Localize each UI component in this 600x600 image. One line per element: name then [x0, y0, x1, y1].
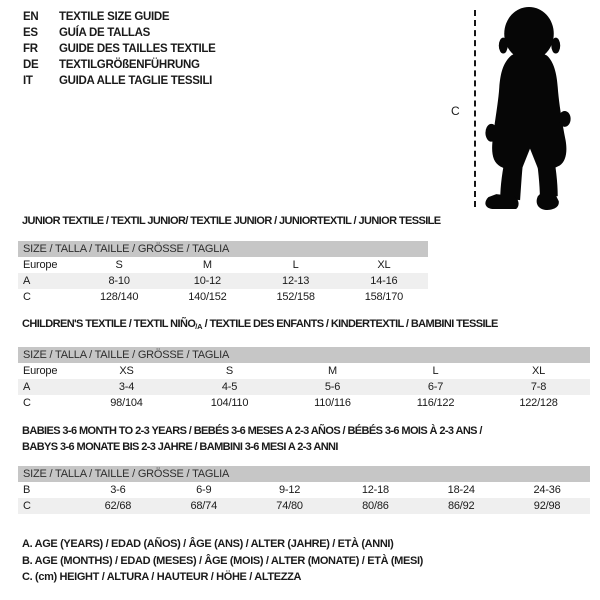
- section-heading: [22, 317, 590, 332]
- row-label-cell: A: [23, 275, 31, 287]
- value-cell: 7-8: [530, 381, 547, 393]
- row-label-cell: Europe: [23, 259, 58, 271]
- baby-silhouette-icon: [480, 4, 580, 212]
- language-code: EN: [23, 11, 39, 23]
- section-heading: [22, 214, 441, 229]
- value-cell: 10-12: [193, 275, 221, 287]
- section-heading: [22, 423, 590, 455]
- value-cell: L: [292, 259, 299, 271]
- table-size-header: SIZE / TALLA / TAILLE / GRÖSSE / TAGLIA: [18, 241, 428, 257]
- value-cell: 8-10: [108, 275, 130, 287]
- language-row: [23, 41, 216, 57]
- row-label-cell: C: [23, 397, 31, 409]
- heading-text: / TEXTILE DES ENFANTS / KINDERTEXTIL / BAMBINI TESSILE: [202, 318, 498, 330]
- baby-silhouette: [480, 4, 580, 212]
- table-row: [18, 498, 590, 514]
- section-children-textile: [18, 317, 590, 411]
- value-cell: 128/140: [99, 291, 139, 303]
- section-babies-textile: [18, 423, 590, 514]
- value-cell: 152/158: [276, 291, 315, 303]
- language-code: FR: [23, 43, 38, 55]
- section-heading-line: [22, 423, 590, 439]
- table-size-header: SIZE / TALLA / TAILLE / GRÖSSE / TAGLIA: [18, 466, 590, 482]
- value-cell: 74/80: [276, 500, 303, 512]
- footnotes: [22, 536, 423, 586]
- value-cell: 24-36: [533, 484, 561, 496]
- footnote: C. (cm) HEIGHT / ALTURA / HAUTEUR / HÖHE / ALTEZZA: [22, 571, 302, 583]
- language-title: GUÍA DE TALLAS: [59, 27, 150, 39]
- language-row: [23, 73, 216, 89]
- table-row: [18, 273, 428, 289]
- table-row: [18, 289, 428, 305]
- value-cell: L: [432, 365, 439, 377]
- value-cell: 6-7: [427, 381, 444, 393]
- language-title: GUIDA ALLE TAGLIE TESSILI: [59, 75, 213, 87]
- row-label-cell: B: [23, 484, 31, 496]
- heading-text: CHILDREN'S TEXTILE / TEXTIL NIÑO: [22, 318, 196, 330]
- value-cell: 86/92: [447, 500, 475, 512]
- row-label-cell: C: [23, 500, 31, 512]
- value-cell: 12-13: [282, 275, 310, 287]
- table-row: [18, 482, 590, 498]
- value-cell: 104/110: [210, 397, 249, 409]
- value-cell: XL: [531, 365, 546, 377]
- language-list: [23, 9, 216, 89]
- section-heading-line: [22, 317, 590, 332]
- footnote: B. AGE (MONTHS) / EDAD (MESES) / ÂGE (MOIS) / ALTER (MONATE) / ETÀ (MESI): [22, 554, 423, 567]
- value-cell: 68/74: [190, 500, 217, 512]
- table-row: [18, 363, 590, 379]
- value-cell: 14-16: [370, 275, 398, 287]
- value-cell: 158/170: [364, 291, 404, 303]
- row-label-cell: Europe: [23, 365, 58, 377]
- language-row: [23, 57, 216, 73]
- value-cell: 110/116: [314, 397, 351, 409]
- size-table: [18, 466, 590, 514]
- section-junior-textile: [18, 214, 441, 305]
- section-heading-line: [22, 439, 590, 455]
- language-title: TEXTILE SIZE GUIDE: [59, 11, 170, 23]
- value-cell: 9-12: [278, 484, 301, 496]
- value-cell: M: [202, 259, 212, 271]
- table-row: [18, 395, 590, 411]
- value-cell: 116/122: [416, 397, 455, 409]
- heading-text: BABIES 3-6 MONTH TO 2-3 YEARS / BEBÉS 3-6 MESES A 2-3 AÑOS / BÉBÉS 3-6 MOIS À 2-3 ANS /: [22, 425, 482, 437]
- language-code: ES: [23, 27, 38, 39]
- value-cell: 4-5: [221, 381, 238, 393]
- value-cell: 12-18: [361, 484, 389, 496]
- table-size-header: SIZE / TALLA / TAILLE / GRÖSSE / TAGLIA: [18, 347, 590, 363]
- value-cell: XL: [377, 259, 391, 271]
- table-row: [18, 379, 590, 395]
- value-cell: 3-6: [110, 484, 126, 496]
- size-table: [18, 347, 590, 411]
- value-cell: 3-4: [118, 381, 135, 393]
- row-label-cell: C: [23, 291, 31, 303]
- value-cell: 98/104: [110, 397, 143, 409]
- value-cell: 18-24: [447, 484, 475, 496]
- height-dashed-line: [474, 10, 476, 207]
- value-cell: 140/152: [188, 291, 227, 303]
- language-title: TEXTILGRÖßENFÜHRUNG: [59, 59, 200, 71]
- row-label-cell: A: [23, 381, 31, 393]
- value-cell: 80/86: [362, 500, 389, 512]
- heading-subscript: /A: [195, 322, 203, 331]
- value-cell: 5-6: [324, 381, 341, 393]
- language-title: GUIDE DES TAILLES TEXTILE: [59, 43, 216, 55]
- language-code: DE: [23, 59, 39, 71]
- heading-text: JUNIOR TEXTILE / TEXTIL JUNIOR/ TEXTILE JUNIOR / JUNIORTEXTIL / JUNIOR TESSILE: [22, 215, 441, 227]
- section-heading-line: [22, 214, 441, 229]
- language-code: IT: [23, 75, 33, 87]
- footnote: A. AGE (YEARS) / EDAD (AÑOS) / ÂGE (ANS) / ALTER (JAHRE) / ETÀ (ANNI): [22, 538, 394, 550]
- value-cell: XS: [119, 365, 134, 377]
- value-cell: M: [328, 365, 337, 377]
- value-cell: 62/68: [104, 500, 132, 512]
- value-cell: 92/98: [533, 500, 561, 512]
- heading-text: BABYS 3-6 MONATE BIS 2-3 JAHRE / BAMBINI 3-6 MESI A 2-3 ANNI: [22, 441, 338, 453]
- language-row: [23, 9, 216, 25]
- table-row: [18, 257, 428, 273]
- size-table: [18, 241, 428, 305]
- measure-label-c: C: [451, 104, 460, 118]
- value-cell: 6-9: [196, 484, 212, 496]
- value-cell: S: [115, 259, 123, 271]
- value-cell: 122/128: [519, 397, 558, 409]
- value-cell: S: [225, 365, 234, 377]
- language-row: [23, 25, 216, 41]
